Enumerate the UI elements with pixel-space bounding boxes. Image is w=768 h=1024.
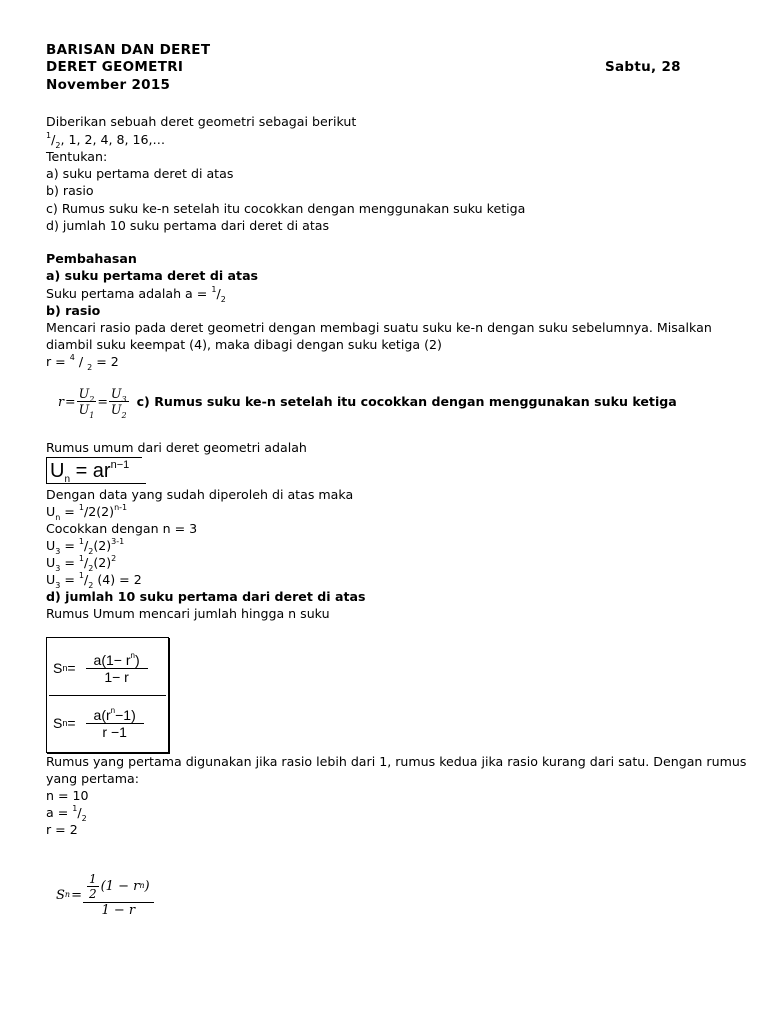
solution-c-line4 [46, 554, 116, 571]
r-num: 4 [69, 352, 75, 362]
ratio-sub3: 3 [121, 394, 127, 404]
solution-d-text: Rumus Umum mencari jumlah hingga n suku [46, 606, 330, 621]
ratio-u1: U [78, 402, 90, 417]
problem-intro: Diberikan sebuah deret geometri sebagai berikut [46, 114, 357, 129]
l5-sub: 3 [55, 580, 61, 590]
final-den: 1 − r [101, 903, 136, 918]
sum-formula-1: S n = $\frac{a(1- r^n)}{1- r}$ [53, 642, 165, 694]
solution-a-text: Suku pertama adalah $a = ^1/_2$ [46, 284, 226, 304]
solution-d-n: n = 10 [46, 788, 89, 803]
ratio-sub2-den: 2 [121, 410, 127, 420]
final-half-den: 2 [88, 887, 97, 901]
solution-a-heading: a) suku pertama deret di atas [46, 268, 259, 283]
solution-b-text1: Mencari rasio pada deret geometri dengan membagi suatu suku ke-n dengan suku sebelumnya. Misalkan [46, 320, 712, 335]
l1-exp: n-1 [114, 502, 128, 512]
l1-num: 1 [78, 502, 84, 512]
solution-d-a [46, 804, 87, 821]
solution-c-line1 [46, 503, 127, 520]
date-right: Sabtu, 28 [605, 59, 681, 75]
sum2-frac [86, 707, 144, 740]
solution-b-ratio [46, 353, 119, 370]
ratio-eq2: = [97, 394, 108, 409]
solution-heading: Pembahasan [46, 251, 137, 266]
l4-slash: / [83, 555, 89, 570]
l5-num: 1 [78, 570, 84, 580]
un-sub: n [64, 474, 71, 485]
ratio-frac2 [109, 386, 129, 420]
solution-c-text2: Dengan data yang sudah diperoleh di atas maka [46, 487, 354, 502]
sum1-num: a(1− r [93, 651, 131, 668]
final-s: S [56, 887, 65, 903]
ratio-frac1 [77, 386, 97, 420]
seq-num: 1 [46, 130, 52, 140]
a-num: 1 [211, 284, 217, 294]
solution-d-text2a: Rumus yang pertama digunakan jika rasio lebih dari 1, rumus kedua jika rasio kurang dari satu. Dengan rumus [46, 754, 747, 769]
final-paren: (1 − r [100, 879, 140, 894]
da-num: 1 [72, 803, 78, 813]
problem-c: c) Rumus suku ke-n setelah itu cocokkan dengan menggunakan suku ketiga [46, 201, 526, 216]
un-exp: n−1 [110, 459, 130, 472]
sum1-den: 1− r [104, 668, 129, 685]
l4-eq: = [60, 555, 79, 570]
l3-exp: 3-1 [111, 536, 125, 546]
problem-ask: Tentukan: [46, 149, 108, 164]
l4-sub: 3 [55, 563, 61, 573]
title-barisan: BARISAN DAN DERET [46, 42, 211, 58]
problem-a: a) suku pertama deret di atas [46, 166, 234, 181]
problem-b: b) rasio [46, 183, 94, 198]
ratio-eq1: = [65, 394, 76, 409]
l1-sub: n [55, 512, 61, 522]
r-pre: r = [46, 354, 70, 369]
l4-u: U [46, 555, 56, 570]
solution-c-line3 [46, 537, 124, 554]
l3-den: 2 [88, 546, 94, 556]
ratio-u2: U [78, 386, 90, 401]
ratio-sub1: 1 [89, 410, 95, 420]
l3-eq: = [60, 538, 79, 553]
l4-exp: 2 [111, 553, 117, 563]
sum2-exp: n [110, 705, 116, 715]
l3-rest: (2) [93, 538, 112, 553]
r-mid: / [74, 354, 88, 369]
seq-den: 2 [55, 140, 61, 150]
l3-num: 1 [78, 536, 84, 546]
a-text: Suku pertama adalah a = [46, 286, 212, 301]
sum2-close: −1) [115, 706, 136, 723]
l3-sub: 3 [55, 546, 61, 556]
solution-c-line5 [46, 571, 142, 588]
sum2-s: S [53, 715, 63, 731]
ratio-formula [58, 386, 677, 420]
l5-slash: / [83, 572, 89, 587]
da-slash: / [77, 805, 82, 820]
sum-formula-2: S n = $\frac{a(r^n-1)}{r -1}$ [53, 697, 165, 749]
sum-formulas-box [46, 637, 169, 753]
a-den: 2 [220, 294, 226, 304]
l3-u: U [46, 538, 56, 553]
ratio-r: r [58, 394, 65, 409]
final-formula: S n = $\frac{1}{2}$ (1 − r $^n$ ) 1 − r [56, 872, 154, 918]
final-half [87, 872, 99, 901]
l5-u: U [46, 572, 56, 587]
l5-rest: (4) = 2 [93, 572, 142, 587]
problem-d: d) jumlah 10 suku pertama dari deret di atas [46, 218, 330, 233]
sum-divider [49, 695, 166, 696]
solution-b-text2: diambil suku keempat (4), maka dibagi dengan suku ketiga (2) [46, 337, 442, 352]
final-frac: $\frac{1}{2}$ (1 − r $^n$ ) 1 − r [83, 872, 154, 918]
ratio-u3: U [110, 386, 122, 401]
solution-d-text2b: yang pertama: [46, 771, 139, 786]
un-formula-box [46, 457, 142, 483]
solution-c-text: Rumus umum dari deret geometri adalah [46, 440, 307, 455]
solution-c-check: Cocokkan dengan n = 3 [46, 521, 198, 536]
l1-u: U [46, 504, 56, 519]
r-post: = 2 [92, 354, 119, 369]
final-eq: = [71, 887, 82, 903]
l5-den: 2 [88, 580, 94, 590]
l3-slash: / [83, 538, 89, 553]
final-half-num: 1 [88, 872, 97, 886]
da-den: 2 [81, 813, 87, 823]
sum2-eq: = [67, 715, 76, 731]
date-left: November 2015 [46, 77, 171, 93]
l5-eq: = [60, 572, 79, 587]
solution-d-r: r = 2 [46, 822, 78, 837]
ratio-sub2: 2 [89, 394, 95, 404]
da-pre: a = [46, 805, 73, 820]
solution-b-heading: b) rasio [46, 303, 101, 318]
r-den: 2 [87, 362, 93, 372]
sum1-eq: = [67, 660, 76, 676]
problem-sequence: $^1/_2$, 1, 2, 4, 8, 16,… [46, 130, 166, 150]
sum1-s: S [53, 660, 63, 676]
title-deret-geometri: DERET GEOMETRI [46, 59, 184, 75]
l1-eq: = [60, 504, 79, 519]
ratio-u2-den: U [110, 402, 122, 417]
l4-den: 2 [88, 563, 94, 573]
sum2-den: r −1 [102, 723, 127, 740]
seq-rest: , 1, 2, 4, 8, 16,… [60, 132, 166, 147]
l4-rest: (2) [93, 555, 112, 570]
final-close: ) [144, 879, 150, 894]
solution-d-heading: d) jumlah 10 suku pertama dari deret di atas [46, 589, 366, 604]
sum2-num: a(r [93, 706, 111, 723]
sum1-close: ) [134, 651, 140, 668]
l4-num: 1 [78, 553, 84, 563]
un-box-underline [46, 483, 146, 484]
sum1-frac [86, 652, 148, 685]
l1-rest: /2(2) [83, 504, 115, 519]
solution-c-heading: c) Rumus suku ke-n setelah itu cocokkan dengan menggunakan suku ketiga [136, 394, 677, 409]
sum1-exp: n [130, 650, 135, 660]
un-rest: = ar [70, 460, 111, 482]
un-base: U [50, 460, 65, 482]
